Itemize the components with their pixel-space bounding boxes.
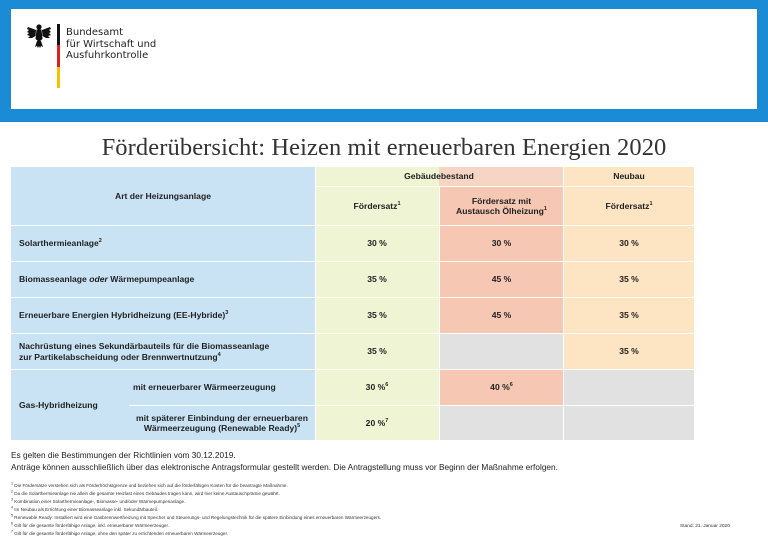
footnote-ref: 1 [543, 206, 547, 213]
divider [11, 297, 694, 298]
row-label-ee-hybride [11, 298, 315, 333]
footnote-number: 5 [11, 513, 13, 518]
cell-sekundaerbauteil-bestand: 35 % [315, 334, 439, 369]
cell-solarthermie-neubau: 30 % [564, 226, 694, 261]
header-foerdersatz-label: Fördersatz [353, 200, 398, 211]
footnote-ref: 6 [509, 382, 513, 389]
org-name-line-3: Ausfuhrkontrolle [66, 50, 149, 61]
footnote-ref: 5 [297, 423, 301, 430]
row-label-line-2: Wärmeerzeugung (Renewable Ready) [143, 423, 298, 433]
footnote-ref: 1 [649, 200, 653, 207]
footnote-1 [11, 483, 288, 489]
header-foerdersatz-bestand [315, 187, 439, 225]
org-name [66, 27, 156, 62]
cell-gas-renewable-ready-empty [440, 406, 694, 440]
footnote-5 [11, 515, 381, 521]
header-neubau [564, 167, 694, 186]
divider [315, 186, 694, 187]
footnote-text: Die Fördersätze verstehen sich als Förderhöchstgrenze und beziehen sich auf die förderfähigen Kosten für die beantragte Maßnahme. [14, 483, 288, 488]
header-neubau-foerdersatz-label: Fördersatz [605, 200, 650, 211]
footnote-text: Gilt für die gesamte förderfähige Anlage, inkl. erneuerbarer Wärmeerzeuger. [14, 523, 170, 528]
cell-gas-erneuerbar-austausch [440, 370, 563, 405]
header-foerdersatz-austausch [440, 187, 563, 225]
footnote-number: 7 [11, 529, 13, 534]
row-label-text: mit erneuerbarer Wärmeerzeugung [133, 382, 276, 393]
cell-solarthermie-bestand: 30 % [315, 226, 439, 261]
footnote-text: Da die Solarthermieanlage nie allein die gesamte Heizlast eines Gebäudes tragen kann, wird hier keine Austauschprämie gewährt. [14, 491, 280, 496]
header-neubau-label: Neubau [613, 171, 645, 182]
org-name-line-1: Bundesamt [66, 27, 124, 38]
cell-ee-hybride-bestand: 35 % [315, 298, 439, 333]
footnote-ref: 3 [225, 310, 229, 317]
row-label-text: Erneuerbare Energien Hybridheizung (EE-Hybride) [19, 310, 226, 321]
row-label-text: Wärmepumpeanlage [107, 274, 195, 285]
cell-gas-erneuerbar-neubau-empty [564, 370, 694, 405]
footnote-ref: 1 [397, 200, 401, 207]
divider [563, 167, 564, 440]
federal-eagle-icon [26, 22, 52, 50]
footnote-text: Gilt für die gesamte förderfähige Anlage, ohne den später zu errichtenden erneuerbaren Wärmeerzeuger. [14, 531, 229, 536]
cell-biomasse-neubau: 35 % [564, 262, 694, 297]
cell-ee-hybride-neubau: 35 % [564, 298, 694, 333]
divider [129, 405, 694, 406]
org-name-line-2: für Wirtschaft und [66, 38, 157, 50]
cell-biomasse-austausch: 45 % [440, 262, 563, 297]
cell-sekundaerbauteil-austausch-empty [440, 334, 563, 369]
divider [315, 167, 316, 440]
footnote-text: Renewable Ready: Installiert wird eine Gasbrennwertheizung mit Speicher und Steuerungs- und Regelungstechnik für die spätere Einbindung eines erneuerbaren Wärmeerzeugers. [14, 515, 382, 520]
row-label-text: Biomasseanlage [19, 274, 90, 285]
stand-date: Stand: 21. Januar 2020 [680, 524, 730, 529]
divider [11, 333, 694, 334]
footnote-number: 2 [11, 489, 13, 494]
footnote-number: 6 [11, 521, 13, 526]
footnote-ref: 2 [98, 238, 102, 245]
header-art-der-heizungsanlage [11, 167, 315, 225]
divider [11, 261, 694, 262]
row-label-text: Solarthermieanlage [19, 238, 99, 249]
row-label-text: Gas-Hybridheizung [19, 399, 98, 410]
cell-biomasse-bestand: 35 % [315, 262, 439, 297]
foerder-table [11, 167, 694, 440]
footnote-ref: 7 [385, 417, 389, 424]
cell-sekundaerbauteil-neubau: 35 % [564, 334, 694, 369]
page-title: Förderübersicht: Heizen mit erneuerbaren Energien 2020 [101, 134, 667, 161]
header-austausch-line-1: Fördersatz mit [471, 195, 532, 206]
footnote-7 [11, 531, 228, 537]
header-gebaeudebestand [315, 167, 563, 186]
footnote-3 [11, 499, 185, 505]
footnote-6 [11, 523, 169, 529]
row-label-line-1: mit späterer Einbindung der erneuerbaren [136, 412, 308, 423]
cell-value: 40 % [490, 382, 510, 393]
note-richtlinien: Es gelten die Bestimmungen der Richtlinien vom 30.12.2019. [11, 450, 236, 460]
cell-gas-renewable-ready-bestand [315, 406, 439, 440]
row-label-solarthermie [11, 226, 315, 261]
german-flag-strip [57, 24, 60, 88]
divider [439, 187, 440, 440]
header-foerdersatz-neubau [564, 187, 694, 225]
cell-solarthermie-austausch: 30 % [440, 226, 563, 261]
footnote-ref: 6 [385, 382, 389, 389]
row-label-gas-sub-renewable-ready [129, 406, 315, 440]
cell-value: 30 % [365, 382, 386, 393]
footnote-text: Kombination einer Solarthermieanlage-, Biomasse- und/oder Wärmepumpenanlage. [14, 499, 186, 504]
footnote-number: 4 [11, 505, 13, 510]
row-label-oder: oder [89, 274, 108, 285]
cell-ee-hybride-austausch: 45 % [440, 298, 563, 333]
footnote-number: 1 [11, 481, 13, 486]
footnote-number: 3 [11, 497, 13, 502]
footnote-2 [11, 491, 280, 497]
cell-gas-erneuerbar-bestand [315, 370, 439, 405]
footnote-text: Im Neubau als Errichtung einer Biomasseanlage inkl. Sekundärbauteil. [14, 507, 159, 512]
header-gebaeudebestand-label: Gebäudebestand [404, 171, 474, 182]
row-label-sekundaerbauteil [11, 334, 315, 369]
footnote-ref: 4 [217, 351, 221, 358]
divider [11, 225, 694, 226]
row-label-line-2: zur Partikelabscheidung oder Brennwertnutzung [19, 351, 218, 362]
footnote-4 [11, 507, 158, 513]
note-antraege: Anträge können ausschließlich über das elektronische Antragsformular gestellt werden. Die Antragstellung muss vor Beginn der Maßnahme erfolgen. [11, 462, 558, 472]
cell-value: 20 % [365, 417, 386, 428]
header-art-label: Art der Heizungsanlage [115, 190, 211, 201]
header-austausch-line-2: Austausch Ölheizung [456, 206, 544, 216]
divider [11, 369, 694, 370]
row-label-line-1: Nachrüstung eines Sekundärbauteils für die Biomasseanlage [19, 341, 270, 352]
row-label-gas-sub-erneuerbar [129, 370, 315, 405]
row-label-biomasse [11, 262, 315, 297]
